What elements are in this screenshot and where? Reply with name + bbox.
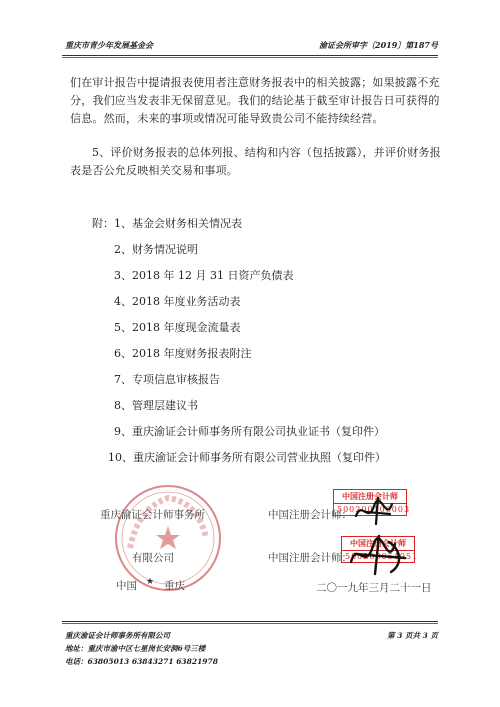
header-client-name: 重庆市青少年发展基金会: [65, 40, 153, 50]
footer-company: 重庆渝证会计师事务所有限公司: [65, 631, 170, 640]
paragraph-evaluate-text: 5、评价财务报表的总体列报、结构和内容（包括披露），并评价财务报表是否公允反映相关交易和事项。: [70, 146, 441, 177]
cpa-stamp-2-number: 500200054051: [342, 550, 414, 562]
cpa-stamp-2-title: 中国注册会计师: [350, 538, 406, 548]
location-country: 中国: [116, 580, 137, 592]
attachments-label: 附：: [92, 217, 114, 230]
cpa-stamp-1-title: 中国注册会计师: [342, 491, 398, 501]
header-rule-thin: [62, 57, 438, 58]
header-rule: [62, 55, 438, 56]
attachment-item: 4、2018 年度业务活动表: [114, 295, 241, 308]
attachment-item: 3、2018 年 12 月 31 日资产负债表: [114, 269, 294, 282]
cpa-label-1: 中国注册会计师：: [268, 509, 352, 521]
attachment-item: 7、专项信息审核报告: [114, 373, 220, 386]
attachment-item: 6、2018 年度财务报表附注: [114, 347, 252, 360]
footer-rule-thin: [62, 623, 438, 624]
report-date: 二〇一九年三月二十一日: [316, 582, 432, 594]
location-city: 重庆: [164, 580, 185, 592]
cpa-stamp-1-number: 500200100003: [334, 503, 406, 515]
cpa-label-2: 中国注册会计师：: [268, 552, 352, 564]
header-report-number: 渝证会所审字〔2019〕第187号: [319, 40, 438, 50]
attachment-item: 9、重庆渝证会计师事务所有限公司执业证书（复印件）: [114, 425, 385, 438]
firm-name-line1: 重庆渝证会计师事务所: [100, 509, 205, 521]
star-icon: ★: [146, 577, 155, 587]
attachment-item: 8、管理层建议书: [114, 399, 198, 412]
attachment-item: 1、基金会财务相关情况表: [114, 217, 242, 230]
firm-name-line2: 有限公司: [132, 552, 174, 564]
paragraph-going-concern: 们在审计报告中提请报表使用者注意财务报表中的相关披露；如果披露不充分，我们应当发表非无保留意见。我们的结论基于截至审计报告日可获得的信息。然而，未来的事项或情况可能导致贵公司不能持续经营。: [70, 76, 440, 125]
footer-page-number: 第 3 页共 3 页: [387, 631, 438, 640]
attachment-item: 2、财务情况说明: [114, 243, 198, 256]
footer-address: 地址：重庆市渝中区七星岗长安洞6号三楼: [65, 644, 206, 653]
footer-rule: [62, 621, 438, 622]
attachment-item: 10、重庆渝证会计师事务所有限公司营业执照（复印件）: [108, 451, 386, 464]
signature-2-icon: [345, 532, 413, 578]
paragraph-evaluate-presentation: [70, 144, 442, 180]
signature-1-icon: [352, 494, 402, 528]
footer-phone: 电话：63805013 63843271 63821978: [65, 657, 218, 666]
attachment-item: 5、2018 年度现金流量表: [114, 321, 241, 334]
